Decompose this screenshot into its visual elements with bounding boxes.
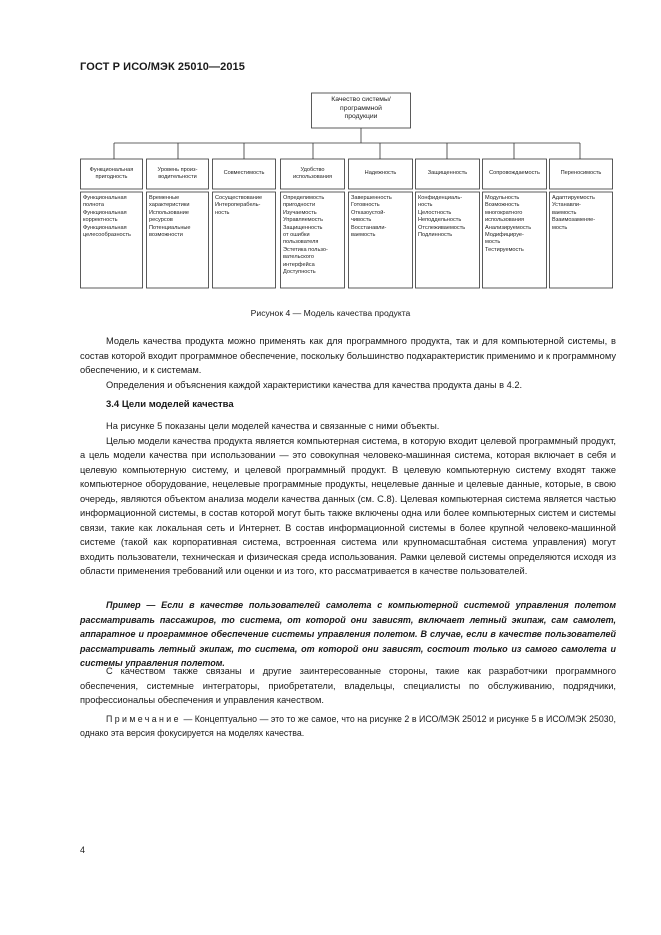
items-maintainability: Модульность Возможность многократного использования Анализируемость Модифицируе- мость Тестируемость: [485, 195, 532, 253]
items-compatibility: Сосуществование Интероперабель- ность: [215, 195, 263, 216]
category-label-reliability: Надежность: [364, 170, 397, 177]
note-block: [80, 713, 616, 740]
paragraph: Целью модели качества продукта является компьютерная система, в которую входит целевой программный продукт, а цель модели качества при использовании — это совокупная человеко-машинная система, которая включает в себя и целевую компьютерную систему, и целевой программный продукт. В целевую компьютерную систему входят также компьютерное оборудование, нецелевые программные продукты, нецелевые данные и целевые данные, которые, в свою очередь, являются объектом анализа модели качества данных (см. С.8). Целевая компьютерная система является частью информационной системы, в состав которой могут быть также включены одна или более компьютерных систем и системы связи, такие как локальная сеть и Интернет. В состав информационной системы в более крупной человеко-машинной системе (такой как корпоративная система, встроенная система или крупномасштабная система управления) могут входить пользователи, техническая и физическая среда использования. Рамки целевой системы определяются исходя из области применения требований или оценки и из того, кто рассматривается в качестве пользователей.: [80, 435, 616, 576]
paragraph: На рисунке 5 показаны цели моделей качества и связанные с ними объекты.: [106, 421, 440, 431]
example-block: [80, 598, 616, 671]
root-label: Качество системы/ программной продукции: [331, 96, 391, 121]
category-label-maintainability: Сопровождаемость: [489, 170, 540, 177]
note-text: — Концептуально — это то же самое, что на рисунке 2 в ИСО/МЭК 25012 и рисунке 5 в ИСО/МЭК 25030, однако эта версия фокусируется на моделях качества.: [80, 714, 616, 738]
category-label-performance-efficiency: Уровень произ- водительности: [157, 166, 198, 180]
category-label-functional-suitability: Функциональная пригодность: [89, 166, 134, 180]
example-text: Если в качестве пользователей самолета с компьютерной системой управления полетом рассматривать пассажиров, то система, от которой они зависят, включает летный экипаж, сам самолет, аппаратное и программное обеспечение системы управления полетом. В случае, если в качестве пользователей рассматривать летный экипаж, то система, от которой они зависят, состоит только из самого самолета и системы управления полетом.: [80, 600, 616, 668]
intro-text: [80, 334, 616, 392]
category-label-security: Защищенность: [427, 170, 468, 177]
items-reliability: Завершенность Готовность Отказоустой- чивость Восстанавли- ваемость: [351, 195, 392, 239]
paragraph: С качеством также связаны и другие заинтересованные стороны, такие как разработчики программного обеспечения, системные интеграторы, приобретатели, владельцы, специалисты по обслуживанию, подрядчики, профессиональы обеспечения и управления качеством.: [80, 666, 616, 705]
standard-header-title: ГОСТ Р ИСО/МЭК 25010—2015: [80, 61, 245, 73]
paragraph: Определения и объяснения каждой характеристики качества для качества продукта даны в 4.2.: [106, 379, 523, 390]
section-title: 3.4 Цели моделей качества: [106, 399, 234, 410]
stakeholders-text: [80, 664, 616, 708]
section-body: [80, 419, 616, 579]
example-prefix: Пример —: [106, 600, 156, 610]
figure-caption: Рисунок 4 — Модель качества продукта: [250, 308, 411, 318]
note-label: Примечание: [106, 714, 181, 724]
category-label-portability: Переносимость: [560, 170, 602, 177]
page-number: 4: [80, 845, 86, 855]
items-performance-efficiency: Временные характеристики Использование ресурсов Потенциальные возможности: [149, 195, 191, 239]
items-portability: Адаптируемость Устанавли- ваемость Взаимозаменяе- мость: [552, 195, 596, 231]
items-usability: Определимость пригодности Изучаемость Управляемость Защищенность от ошибки пользователя Эстетика пользо- вательского интерфейса Доступность: [283, 195, 328, 276]
items-security: Конфиденциаль- ность Целостность Неподдельность Отслеживаемость Подлинность: [418, 195, 466, 239]
paragraph: Модель качества продукта можно применять как для программного продукта, так и для компьютерной системы, в состав которой входит программное обеспечение, поскольку большинство подхарактеристик применимо и к программному обеспечению, и к системам.: [80, 336, 616, 375]
items-functional-suitability: Функциональная полнота Функциональная корректность Функциональная целесообразность: [83, 195, 131, 239]
category-label-compatibility: Совместимость: [223, 170, 265, 177]
category-label-usability: Удобство использования: [293, 166, 332, 180]
